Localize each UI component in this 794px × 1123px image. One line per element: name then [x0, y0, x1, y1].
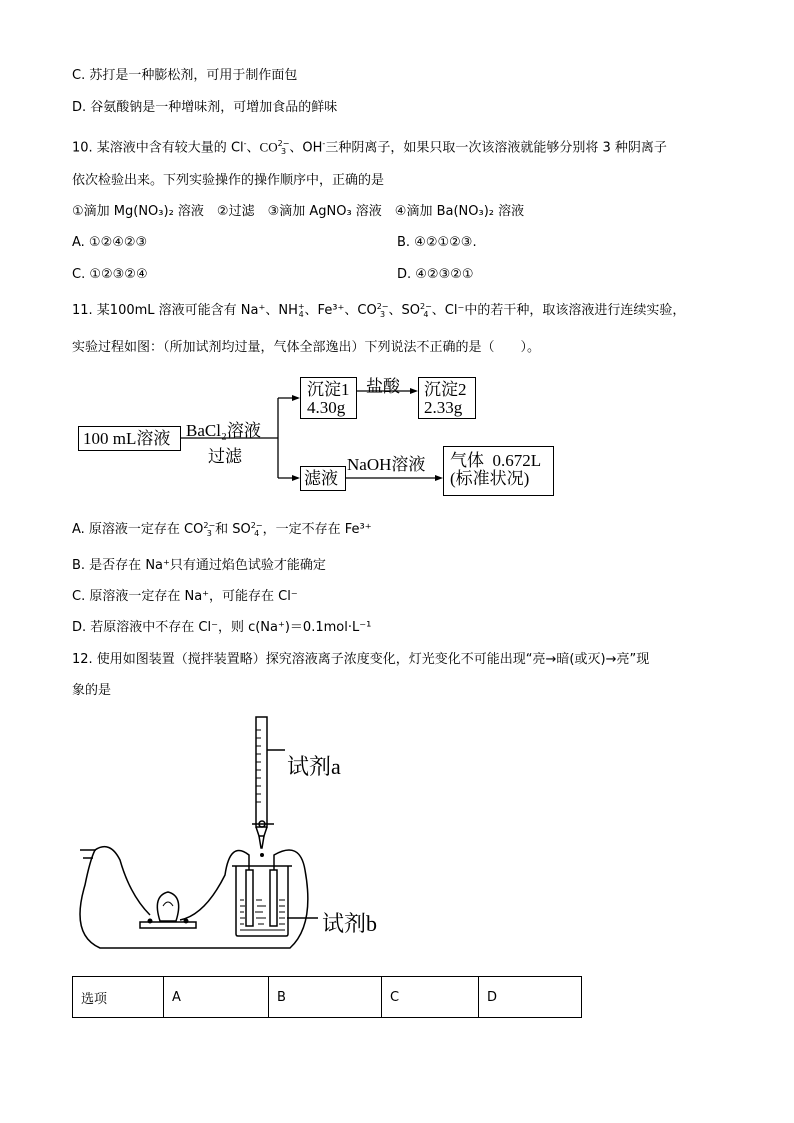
q10-stem-line1: 10. 某溶液中含有较大量的 Cl-、CO 2− 3 、OH-三种阴离子，如果只取一次该溶液就能够分别将 3 种阴离子	[72, 138, 667, 156]
flow-acid-label: 盐酸	[366, 377, 400, 396]
flow-precipitate2-box: 沉淀2 2.33g	[418, 377, 476, 419]
drop	[260, 853, 264, 857]
q11-option-a: A. 原溶液一定存在 CO 2− 3 和 SO 2− 4 ，一定不存在 Fe³⁺	[72, 520, 372, 538]
q10-option-b: B. ④②①②③.	[397, 235, 477, 250]
table-cell-a: A	[164, 977, 269, 1018]
flow-reagent-naoh: NaOH溶液	[347, 455, 426, 474]
q11-option-b: B. 是否存在 Na⁺只有通过焰色试验才能确定	[72, 558, 326, 573]
q10-option-a: A. ①②④②③	[72, 235, 148, 250]
beaker	[236, 866, 288, 936]
label-reagent-b: 试剂b	[322, 911, 378, 936]
q12-stem-line1: 12. 使用如图装置（搅拌装置略）探究溶液离子浓度变化，灯光变化不可能出现“亮→暗(或灭)→亮”现	[72, 652, 650, 667]
flow-start-box: 100 mL溶液	[78, 426, 181, 451]
label-reagent-a: 试剂a	[287, 754, 341, 779]
q12-stem-line2: 象的是	[72, 683, 112, 698]
burette	[256, 717, 267, 827]
table-row	[73, 977, 582, 1018]
table-cell-b: B	[269, 977, 382, 1018]
table-cell-c: C	[382, 977, 479, 1018]
q10-operations: ①滴加 Mg(NO₃)₂ 溶液 ②过滤 ③滴加 AgNO₃ 溶液 ④滴加 Ba(NO₃)₂ 溶液	[72, 204, 525, 219]
flow-precipitate1-box: 沉淀1 4.30g	[300, 377, 357, 419]
q10-option-d: D. ④②③②①	[397, 267, 474, 282]
q10-stem-line2: 依次检验出来。下列实验操作的操作顺序中，正确的是	[72, 173, 385, 188]
q12-options-table	[72, 976, 582, 1018]
flow-gas-box: 气体 0.672L (标准状况)	[443, 446, 554, 496]
q9-option-c: C. 苏打是一种膨松剂，可用于制作面包	[72, 68, 298, 83]
q10-option-c: C. ①②③②④	[72, 267, 148, 282]
conductivity-apparatus	[0, 700, 794, 970]
flow-reagent-bacl2: BaCl₂溶液	[186, 421, 261, 440]
q9-option-d: D. 谷氨酸钠是一种增味剂，可增加食品的鲜味	[72, 100, 338, 115]
flow-filter-label: 过滤	[208, 447, 242, 466]
q11-option-c: C. 原溶液一定存在 Na⁺，可能存在 Cl⁻	[72, 589, 298, 604]
q11-option-d: D. 若原溶液中不存在 Cl⁻，则 c(Na⁺)＝0.1mol·L⁻¹	[72, 620, 372, 635]
table-cell-header: 选项	[73, 977, 164, 1018]
table-cell-d: D	[479, 977, 582, 1018]
q11-stem-line1: 11. 某100mL 溶液可能含有 Na⁺、NH + 4 、Fe³⁺、CO 2− 3 、SO 2− 4 、Cl⁻中的若干种，取该溶液进行连续实验，	[72, 301, 686, 319]
light-bulb-icon	[157, 892, 178, 921]
flow-filtrate-box: 滤液	[300, 466, 346, 491]
q11-stem-line2: 实验过程如图：（所加试剂均过量，气体全部逸出）下列说法不正确的是（ ）。	[72, 340, 541, 355]
